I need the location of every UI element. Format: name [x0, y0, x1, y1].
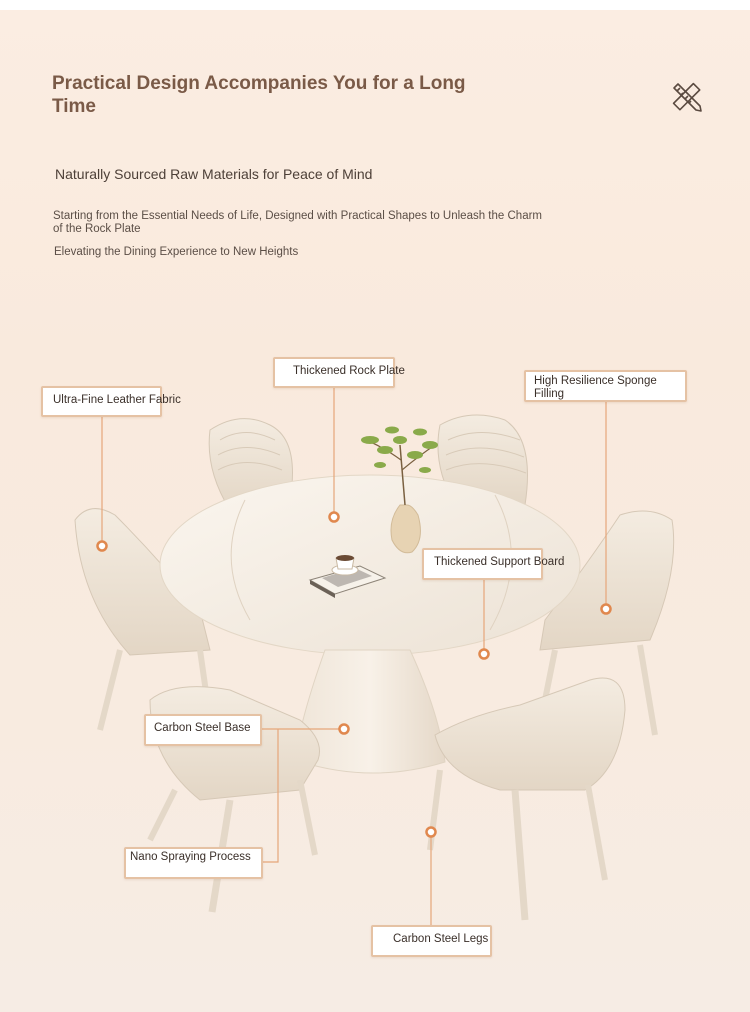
marker-dot [602, 605, 611, 614]
marker-dot [480, 650, 489, 659]
marker-dot [427, 828, 436, 837]
callout-steel-legs: Carbon Steel Legs [371, 925, 492, 957]
callout-leather-fabric: Ultra-Fine Leather Fabric [41, 386, 162, 417]
callout-steel-base: Carbon Steel Base [144, 714, 262, 746]
callout-nano-spraying: Nano Spraying Process [124, 847, 263, 879]
callout-sponge-filling: High Resilience Sponge Filling [524, 370, 687, 402]
page-title: Practical Design Accompanies You for a Long Time [52, 73, 466, 117]
subtitle: Naturally Sourced Raw Materials for Peace of Mind [55, 166, 373, 182]
callout-rock-plate: Thickened Rock Plate [273, 357, 395, 388]
front-right-chair [430, 678, 625, 920]
description-secondary: Elevating the Dining Experience to New Heights [54, 246, 299, 258]
marker-dot [330, 513, 339, 522]
callout-support-board: Thickened Support Board [422, 548, 543, 580]
marker-dot [340, 725, 349, 734]
marker-dot [98, 542, 107, 551]
description: Starting from the Essential Needs of Life, Designed with Practical Shapes to Unleash the Charm of the Rock Plate [53, 210, 542, 235]
